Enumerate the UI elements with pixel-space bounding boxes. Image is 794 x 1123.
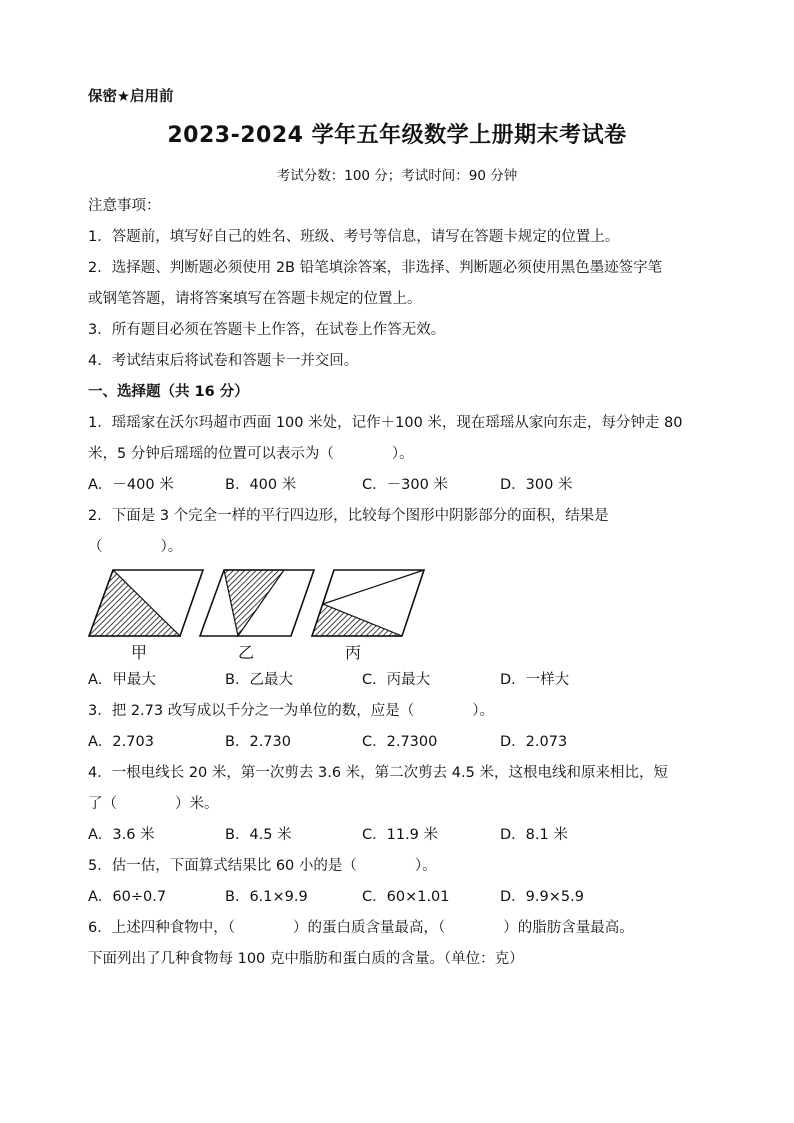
outline-jia: [89, 570, 203, 636]
option-b: B．6.1×9.9: [225, 889, 308, 905]
note-item: 2．选择题、判断题必须使用 2B 铅笔填涂答案，非选择、判断题必须使用黑色墨迹签字笔: [88, 260, 663, 276]
option-d: D．9.9×5.9: [500, 889, 584, 905]
note-item: 1．答题前，填写好自己的姓名、班级、考号等信息，请写在答题卡规定的位置上。: [88, 229, 620, 245]
question-text: 2．下面是 3 个完全一样的平行四边形，比较每个图形中阴影部分的面积，结果是: [88, 508, 609, 524]
parallelogram-yi: [200, 570, 314, 636]
note-item: 3．所有题目必须在答题卡上作答，在试卷上作答无效。: [88, 322, 446, 338]
shaded-region-bing: [312, 570, 402, 636]
question-text: 1．瑶瑶家在沃尔玛超市西面 100 米处，记作＋100 米，现在瑶瑶从家向东走，每分钟走 80: [88, 415, 683, 431]
parallelogram-bing: [312, 570, 424, 636]
option-a: A．2.703: [88, 734, 154, 750]
option-a: A．3.6 米: [88, 827, 155, 843]
outline-yi: [200, 570, 314, 636]
page-title: 2023-2024 学年五年级数学上册期末考试卷: [167, 123, 627, 148]
notes-heading: 注意事项：: [88, 198, 161, 214]
note-item: 4．考试结束后将试卷和答题卡一并交回。: [88, 353, 359, 369]
question-text: 米，5 分钟后瑶瑶的位置可以表示为（ ）。: [88, 446, 414, 462]
option-c: C．－300 米: [362, 477, 448, 493]
shaded-triangle-jia: [89, 570, 180, 636]
option-b: B．4.5 米: [225, 827, 292, 843]
question-text: 5．估一估，下面算式结果比 60 小的是（ ）。: [88, 858, 437, 874]
question-text: 6．上述四种食物中，（ ）的蛋白质含量最高，（ ）的脂肪含量最高。: [88, 920, 634, 936]
option-d: D．8.1 米: [500, 827, 568, 843]
section-heading: 一、选择题（共 16 分）: [88, 384, 249, 400]
option-d: D．一样大: [500, 672, 570, 688]
question-text: 下面列出了几种食物每 100 克中脂肪和蛋白质的含量。（单位：克）: [88, 951, 524, 967]
option-d: D．300 米: [500, 477, 573, 493]
option-a: A．60÷0.7: [88, 889, 167, 905]
note-item: 或钢笔答题，请将答案填写在答题卡规定的位置上。: [88, 291, 422, 307]
question-text: 了（ ）米。: [88, 796, 219, 812]
option-b: B．400 米: [225, 477, 297, 493]
option-a: A．－400 米: [88, 477, 174, 493]
option-b: B．乙最大: [225, 672, 293, 688]
option-d: D．2.073: [500, 734, 568, 750]
figure-label-bing: 丙: [345, 643, 362, 662]
figure-label-yi: 乙: [238, 643, 255, 662]
option-b: B．2.730: [225, 734, 291, 750]
confidential-mark: 保密★启用前: [88, 89, 174, 105]
shaded-triangle-yi: [224, 570, 284, 636]
question-text: 3．把 2.73 改写成以千分之一为单位的数，应是（ ）。: [88, 703, 494, 719]
figure-label-jia: 甲: [131, 643, 148, 662]
outline-bing: [312, 570, 424, 636]
parallelogram-jia: [89, 570, 203, 636]
option-c: C．2.7300: [362, 734, 438, 750]
option-a: A．甲最大: [88, 672, 156, 688]
question-text: 4．一根电线长 20 米，第一次剪去 3.6 米，第二次剪去 4.5 米，这根电线和原来相比，短: [88, 765, 668, 781]
exam-info: 考试分数：100 分；考试时间：90 分钟: [276, 168, 518, 184]
option-c: C．丙最大: [362, 672, 431, 688]
question-text: （ ）。: [88, 539, 183, 555]
option-c: C．11.9 米: [362, 827, 439, 843]
option-c: C．60×1.01: [362, 889, 450, 905]
